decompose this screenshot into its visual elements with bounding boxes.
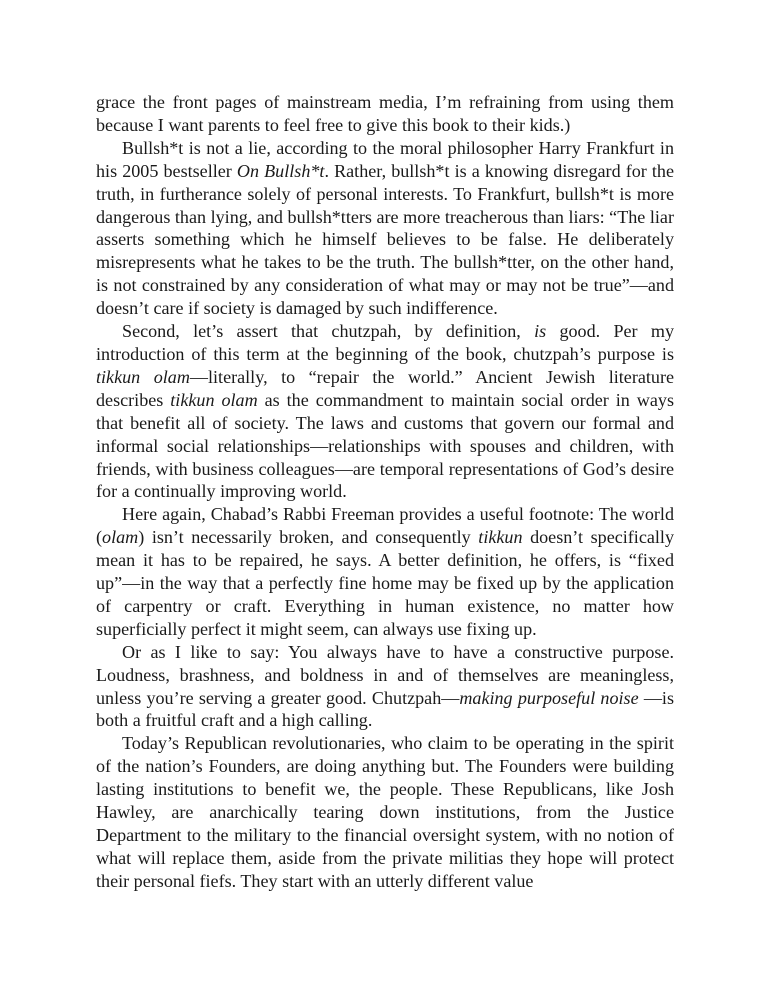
text-run: Here again, Chabad’s Rabbi Freeman provides a useful footnote: The world ( xyxy=(96,504,674,548)
italic-run: is xyxy=(534,321,547,342)
text-run: ) isn’t necessarily broken, and consequently xyxy=(138,527,479,548)
paragraph-5 xyxy=(96,641,674,733)
italic-run: tikkun olam xyxy=(96,366,190,387)
document-page xyxy=(96,91,674,893)
paragraph-3 xyxy=(96,320,674,503)
text-run: as the commandment to maintain social order in ways that benefit all of society. The laws and customs that govern our formal and informal social relationships—relationships with spouses and children, with friends, with business colleagues—are temporal representations of God’s desire for a continually improving world. xyxy=(96,389,674,502)
text-run: good. Per my introduction of this term at the beginning of the book, chutzpah’s purpose is xyxy=(96,321,674,364)
italic-run: tikkun olam xyxy=(170,389,258,410)
text-run: —literally, to “repair the world.” Ancient Jewish literature describes xyxy=(96,366,674,410)
italic-run: olam xyxy=(102,527,139,548)
italic-run: making purposeful noise xyxy=(459,687,639,708)
italic-run-book-title: On Bullsh*t xyxy=(236,160,325,181)
paragraph-2 xyxy=(96,137,674,320)
text-run: —is both a fruitful craft and a high calling. xyxy=(96,687,674,731)
text-run: doesn’t specifically mean it has to be repaired, he says. A better definition, he offers, is “fixed up”—in the way that a perfectly fine home may be fixed up by the application of carpentry or craft. Everything in human existence, no matter how superficially perfect it might seem, can always use fixing up. xyxy=(96,527,674,639)
paragraph-6 xyxy=(96,732,674,892)
text-run: Second, let’s assert that chutzpah, by definition, xyxy=(122,321,535,342)
italic-run: tikkun xyxy=(478,527,523,548)
text-run: Bullsh*t is not a lie, according to the moral philosopher Harry Frankfurt in his 2005 bestseller xyxy=(96,137,674,181)
paragraph-1 xyxy=(96,91,674,137)
text-run: Or as I like to say: You always have to have a constructive purpose. Loudness, brashness, and boldness in and of themselves are meaningless, unless you’re serving a greater good. Chutzpah— xyxy=(96,641,674,708)
text-run: . Rather, bullsh*t is a knowing disregard for the truth, in furtherance solely of personal interests. To Frankfurt, bullsh*t is more dangerous than lying, and bullsh*tters are more treacherous than liars: “The liar asserts something which he himself believes to be false. He deliberately misrepresents what he takes to be the truth. The bullsh*tter, on the other hand, is not constrained by any consideration of what may or may not be true”—and doesn’t care if society is damaged by such indifference. xyxy=(96,160,675,319)
text-run: grace the front pages of mainstream media, I’m refraining from using them because I want parents to feel free to give this book to their kids.) xyxy=(96,92,674,135)
paragraph-4 xyxy=(96,503,674,640)
text-run: Today’s Republican revolutionaries, who claim to be operating in the spirit of the nation’s Founders, are doing anything but. The Founders were building lasting institutions to benefit we, the people. These Republicans, like Josh Hawley, are anarchically tearing down institutions, from the Justice Department to the military to the financial oversight system, with no notion of what will replace them, aside from the private militias they hope will protect their personal fiefs. They start with an utterly different value xyxy=(96,733,674,891)
